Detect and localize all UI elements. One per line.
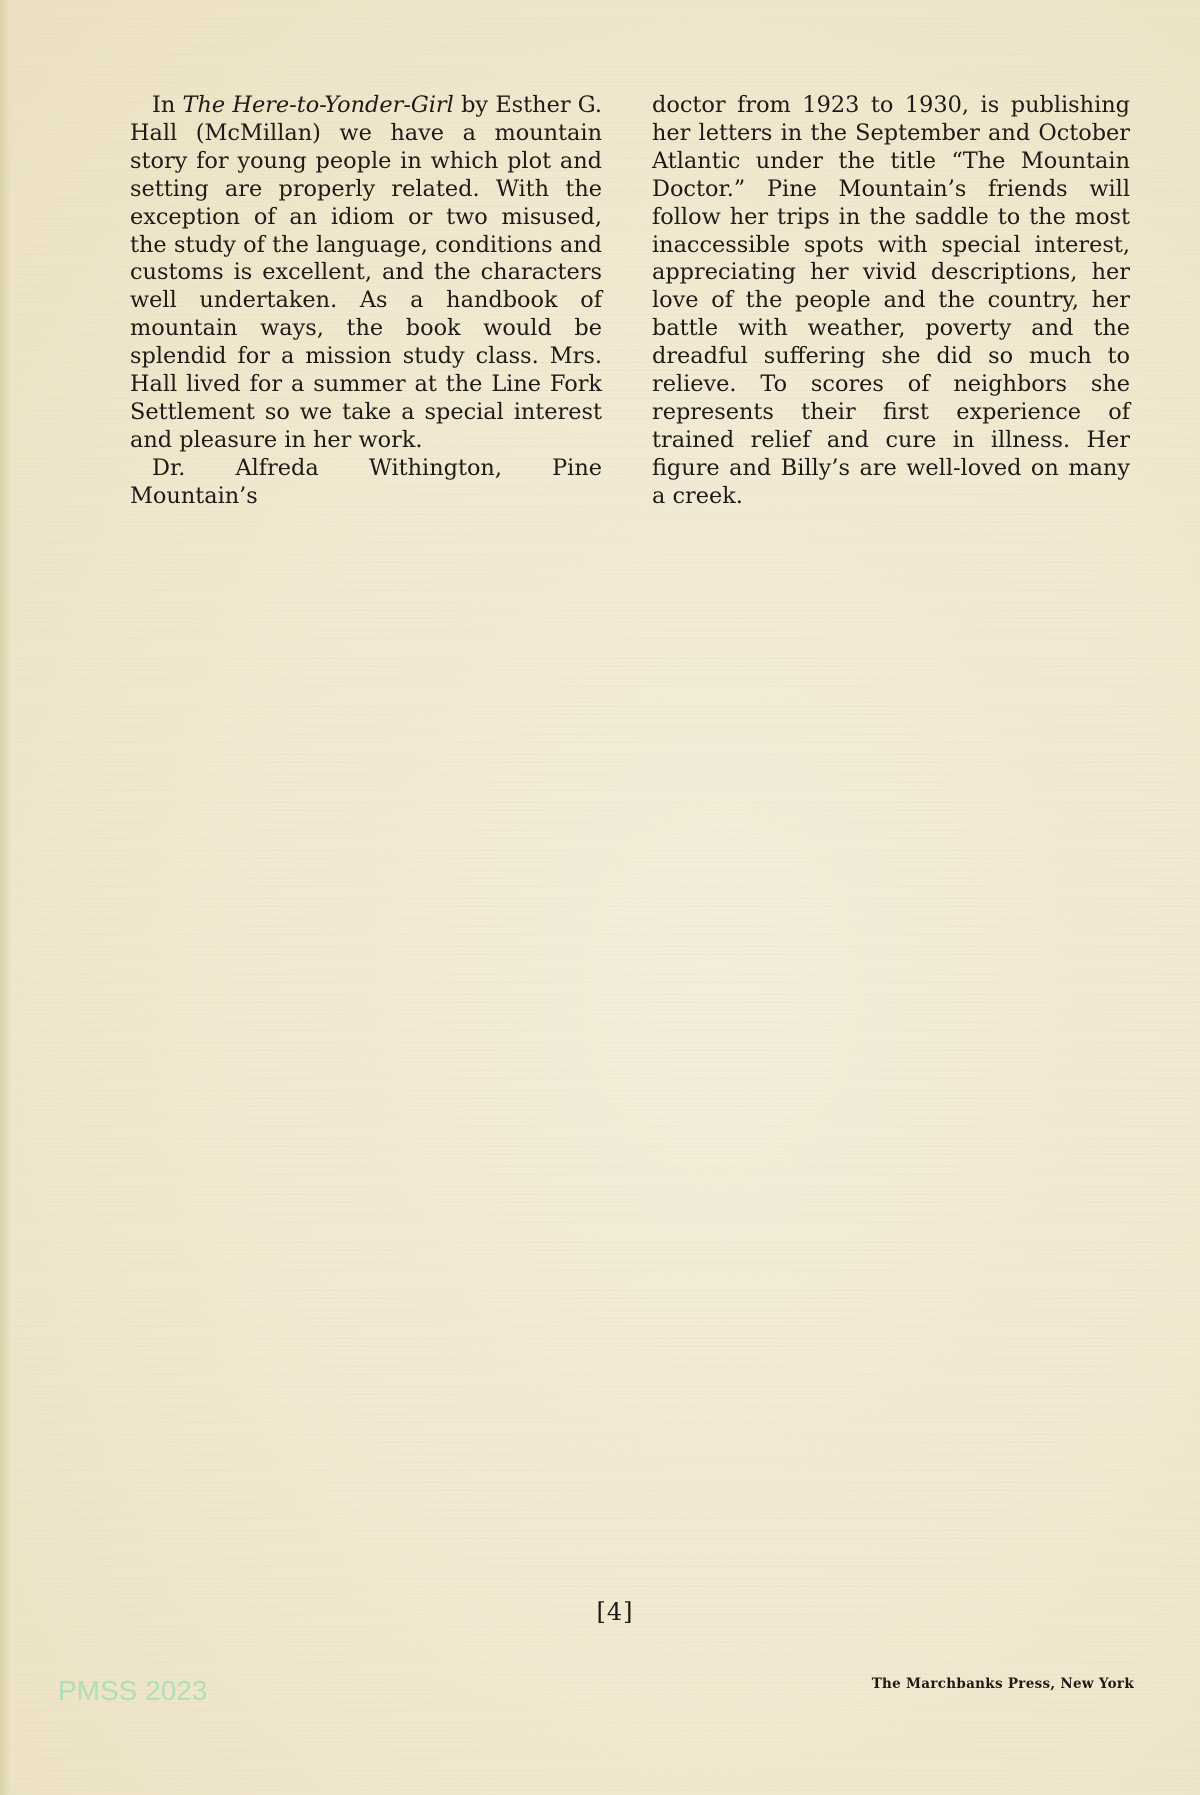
paragraph-here-to-yonder-girl: [130, 92, 602, 455]
page-number: [4]: [596, 1598, 634, 1626]
press-imprint: The Marchbanks Press, New York: [871, 1676, 1134, 1692]
paragraph-prefix: In: [152, 92, 183, 118]
book-title: The Here-to-Yonder-Girl: [182, 92, 454, 118]
watermark: PMSS 2023: [58, 1675, 208, 1706]
page-edge: [0, 0, 10, 1795]
right-column: [652, 92, 1130, 511]
paragraph-body: by Esther G. Hall (McMillan) we have a mountain story for young people in which plot and setting are properly related. With the exception of an idiom or two misused, the study of the language, conditions and customs is excellent, and the characters well undertaken. As a handbook of mountain ways, the book would be splendid for a mission study class. Mrs. Hall lived for a summer at the Line Fork Settlement so we take a special interest and pleasure in her work.: [130, 92, 603, 453]
left-column: [130, 92, 602, 511]
paragraph-withington-continued: doctor from 1923 to 1930, is publishing her letters in the September and October Atlantic under the title “The Mountain Doctor.” Pine Mountain’s friends will follow her trips in the saddle to the most inaccessible spots with special interest, appreciating her vivid descriptions, her love of the people and the country, her battle with weather, poverty and the dreadful suffering she did so much to relieve. To scores of neighbors she represents their first experience of trained relief and cure in illness. Her figure and Billy’s are well-loved on many a creek.: [652, 92, 1130, 509]
paragraph-withington-start: Dr. Alfreda Withington, Pine Mountain’s: [130, 454, 602, 509]
